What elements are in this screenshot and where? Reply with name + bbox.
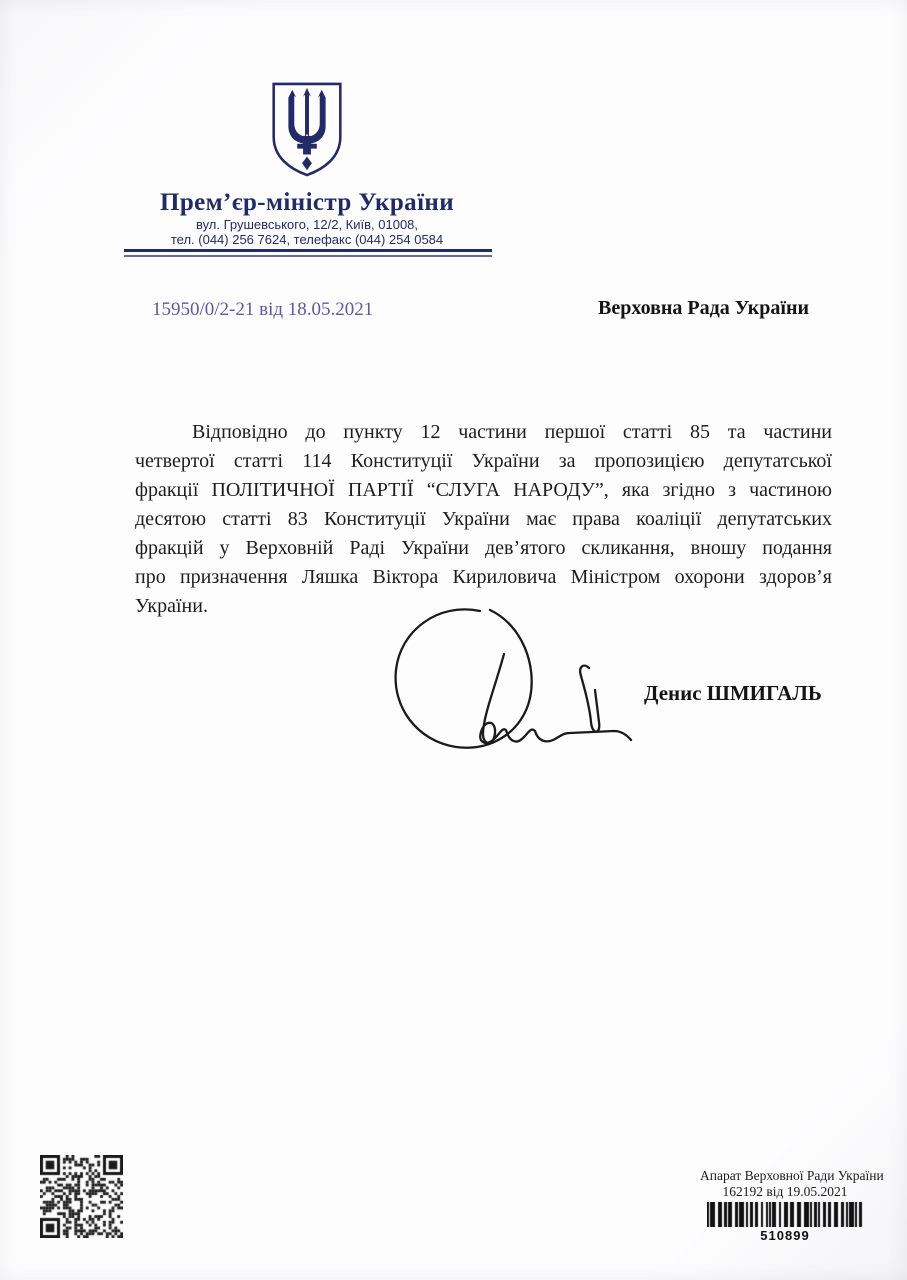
body-line: про призначення Ляшка Віктора Кириловича Міністром охорони здоров’я [135, 566, 832, 588]
barcode-icon [707, 1202, 863, 1227]
letterhead [122, 80, 492, 247]
body-line: фракції ПОЛІТИЧНОЇ ПАРТІЇ “СЛУГА НАРОДУ”, яка згідно з частиною [135, 479, 832, 501]
body-line: четвертої статті 114 Конституції України за пропозицією депутатської [135, 450, 832, 472]
qr-code-icon [40, 1155, 123, 1238]
body-line: Відповідно до пункту 12 частини першої статті 85 та частини [192, 421, 832, 443]
body-line: України. [135, 595, 208, 617]
handwritten-signature-icon [383, 598, 635, 764]
body-line: десятою статті 83 Конституції України має права коаліції депутатських [135, 508, 832, 530]
registration-stamp [700, 1168, 884, 1243]
letterhead-title: Прем’єр-міністр України [159, 189, 455, 216]
body-line: фракцій у Верховній Раді України дев’ятого скликання, вношу подання [135, 537, 832, 559]
addressee: Верховна Рада України [598, 297, 810, 319]
letterhead-divider [124, 249, 492, 257]
registration-office: Апарат Верховної Ради України [700, 1168, 884, 1183]
barcode-number: 510899 [760, 1228, 810, 1243]
reference-number: 15950/0/2-21 від 18.05.2021 [152, 299, 374, 320]
letterhead-address-line2: тел. (044) 256 7624, телефакс (044) 254 0584 [170, 232, 444, 247]
signer-name: Денис ШМИГАЛЬ [644, 681, 822, 705]
ukraine-trident-emblem-icon [267, 80, 347, 178]
letter-body [135, 418, 832, 621]
registration-number-date: 162192 від 19.05.2021 [722, 1183, 848, 1199]
letterhead-address-line1: вул. Грушевського, 12/2, Київ, 01008, [195, 217, 419, 232]
